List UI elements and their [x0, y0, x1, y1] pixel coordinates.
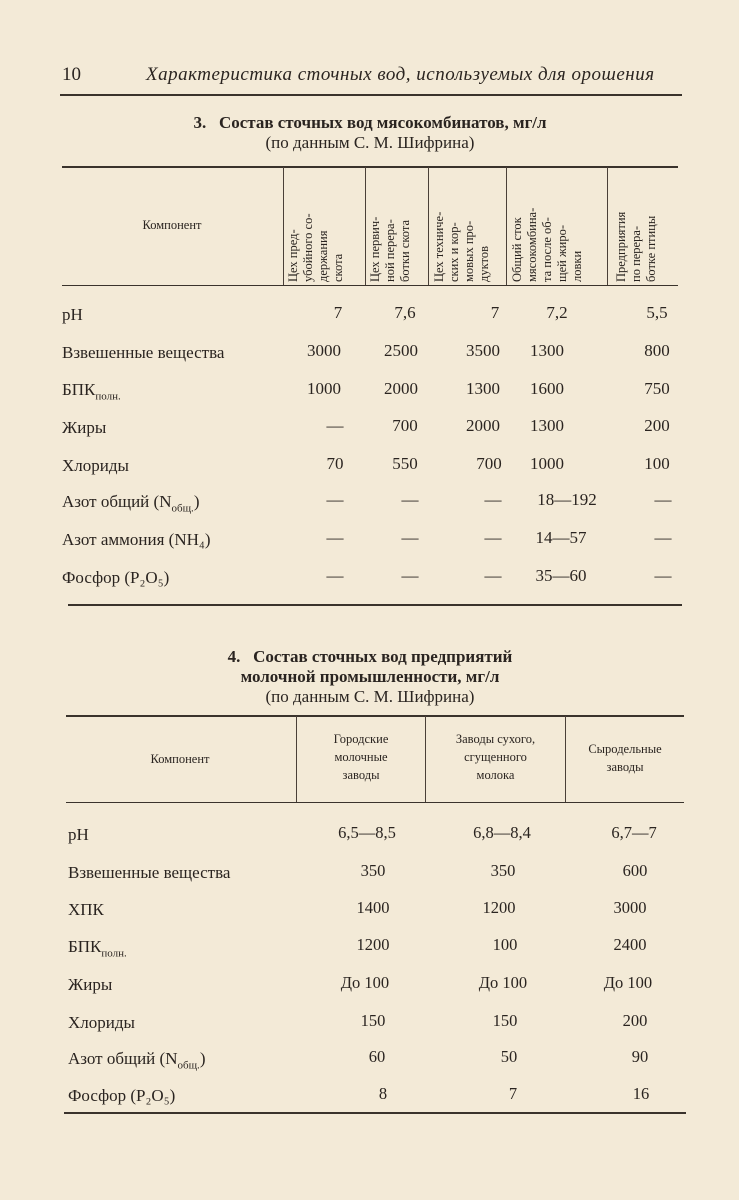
row-label: Фосфор (P₂O₅): [62, 568, 170, 587]
table4-component-header: Компонент: [150, 752, 210, 766]
table-cell: —: [654, 528, 672, 547]
table-cell: 3000: [613, 898, 647, 917]
table4-column-header: Городские молочные заводы: [333, 732, 389, 782]
table-cell: 2000: [384, 379, 418, 398]
table-cell: 5,5: [646, 303, 668, 322]
row-label: Жиры: [68, 975, 113, 994]
row-label: pH: [68, 825, 89, 844]
table4-bottom-rule: [64, 1112, 686, 1114]
row-label: ХПК: [68, 900, 104, 919]
table4-number: 4.: [227, 647, 241, 666]
row-label: $БПК_{полн.}$: [68, 937, 127, 960]
table-cell: 3500: [466, 341, 500, 360]
row-label: Азот аммония (NH₄): [62, 530, 211, 549]
table-cell: 2500: [384, 341, 418, 360]
row-label: Азот общий $(N_{общ.})$: [62, 492, 200, 515]
table-cell: —: [654, 490, 672, 509]
table3-header-rule: [62, 285, 678, 286]
table-cell: 750: [644, 379, 670, 398]
row-label: Фосфор (P₂O₅): [68, 1086, 176, 1105]
table3-bottom-rule: [68, 604, 682, 606]
table-cell: —: [654, 566, 672, 585]
table-cell: 6,7—7: [611, 823, 657, 842]
table-cell: —: [484, 566, 502, 585]
table4-caption: [60, 647, 680, 667]
table-cell: 1300: [530, 416, 564, 435]
table-cell: —: [326, 416, 344, 435]
table-cell: 7: [508, 1084, 518, 1103]
table-cell: 90: [631, 1047, 649, 1066]
table-cell: 150: [360, 1011, 386, 1030]
table-cell: 7: [490, 303, 500, 322]
row-label: Хлориды: [62, 456, 129, 475]
table4-col-divider: [565, 716, 566, 802]
table3-column-header: Предприятия по перера- ботке птицы: [614, 211, 658, 282]
table-cell: 2400: [613, 935, 647, 954]
table-cell: 50: [500, 1047, 518, 1066]
table-cell: 700: [392, 416, 418, 435]
table-cell: 8: [378, 1084, 388, 1103]
table-cell: 1000: [307, 379, 341, 398]
table-cell: 14—57: [535, 528, 587, 547]
row-label: Взвешенные вещества: [62, 343, 225, 362]
table3-subtitle: (по данным С. М. Шифрина): [265, 133, 475, 152]
table-cell: 350: [490, 861, 516, 880]
table3-top-rule: [62, 166, 678, 168]
table-cell: 200: [622, 1011, 648, 1030]
table-cell: 6,5—8,5: [338, 823, 396, 842]
row-label: pH: [62, 305, 83, 324]
table-cell: 7,6: [394, 303, 416, 322]
table-cell: 60: [368, 1047, 386, 1066]
table-cell: 2000: [466, 416, 500, 435]
table-cell: —: [401, 566, 419, 585]
table4-column-header: Заводы сухого, сгущенного молока: [455, 732, 536, 782]
table-cell: До 100: [478, 973, 528, 992]
table-cell: —: [484, 528, 502, 547]
table3-title: Состав сточных вод мясокомбинатов, мг/л: [218, 113, 547, 132]
running-header: [62, 58, 682, 92]
table-cell: До 100: [603, 973, 653, 992]
table-cell: —: [401, 490, 419, 509]
table-cell: 16: [632, 1084, 650, 1103]
table-cell: 35—60: [535, 566, 587, 585]
table-cell: 1200: [356, 935, 390, 954]
table4-subtitle: (по данным С. М. Шифрина): [265, 687, 475, 706]
table3-col-divider: [607, 167, 608, 285]
table-cell: —: [326, 490, 344, 509]
table-cell: 100: [492, 935, 518, 954]
table-cell: 200: [644, 416, 670, 435]
table-cell: 350: [360, 861, 386, 880]
table3-column-header: Общий сток мясокомбина- та после об- щей жиро- ловки: [510, 207, 584, 282]
row-label: $БПК_{полн.}$: [62, 380, 121, 403]
table4-col-divider: [296, 716, 297, 802]
table-cell: 1300: [530, 341, 564, 360]
row-label: Азот общий $(N_{общ.})$: [68, 1049, 206, 1072]
page-number: 10: [62, 64, 81, 85]
table-cell: —: [326, 566, 344, 585]
table-cell: 1000: [530, 454, 564, 473]
table-cell: —: [484, 490, 502, 509]
table-cell: —: [401, 528, 419, 547]
table3-column-header: Цех первич- ной перера- ботки скота: [368, 216, 412, 282]
table-cell: 7,2: [546, 303, 568, 322]
table3-col-divider: [283, 167, 284, 285]
table3-col-divider: [428, 167, 429, 285]
table-cell: 6,8—8,4: [473, 823, 531, 842]
table4-top-rule: [66, 715, 684, 717]
table3-col-divider: [506, 167, 507, 285]
table3-caption: [60, 113, 680, 133]
table-cell: 7: [333, 303, 343, 322]
table-cell: 70: [326, 454, 344, 473]
table3-column-header: Цех пред- убойного со- держания скота: [286, 213, 345, 282]
table-cell: 600: [622, 861, 648, 880]
table-cell: 1300: [466, 379, 500, 398]
table-cell: 700: [476, 454, 502, 473]
running-title: Характеристика сточных вод, используемых для орошения: [146, 64, 655, 85]
table-cell: 1200: [482, 898, 516, 917]
table3-component-header: Компонент: [142, 218, 202, 232]
row-label: Взвешенные вещества: [68, 863, 231, 882]
table-cell: 3000: [307, 341, 341, 360]
row-label: Хлориды: [68, 1013, 135, 1032]
table3-column-header: Цех техниче- ских и кор- мовых про- дуктов: [432, 211, 491, 282]
table4-column-header: Сыродельные заводы: [588, 742, 662, 774]
table4-col-divider: [425, 716, 426, 802]
header-rule: [60, 94, 682, 96]
table4-title: Состав сточных вод предприятий: [253, 647, 513, 666]
table-cell: 1600: [530, 379, 564, 398]
table-cell: До 100: [340, 973, 390, 992]
table4-title-line2: молочной промышленности, мг/л: [240, 667, 500, 686]
table3-col-divider: [365, 167, 366, 285]
table-cell: 1400: [356, 898, 390, 917]
table-cell: 550: [392, 454, 418, 473]
table3-number: 3.: [193, 113, 207, 132]
table4-header-rule: [66, 802, 684, 803]
row-label: Жиры: [62, 418, 107, 437]
table-cell: 150: [492, 1011, 518, 1030]
table-cell: 18—192: [537, 490, 597, 509]
table-cell: 800: [644, 341, 670, 360]
table-cell: —: [326, 528, 344, 547]
table-cell: 100: [644, 454, 670, 473]
